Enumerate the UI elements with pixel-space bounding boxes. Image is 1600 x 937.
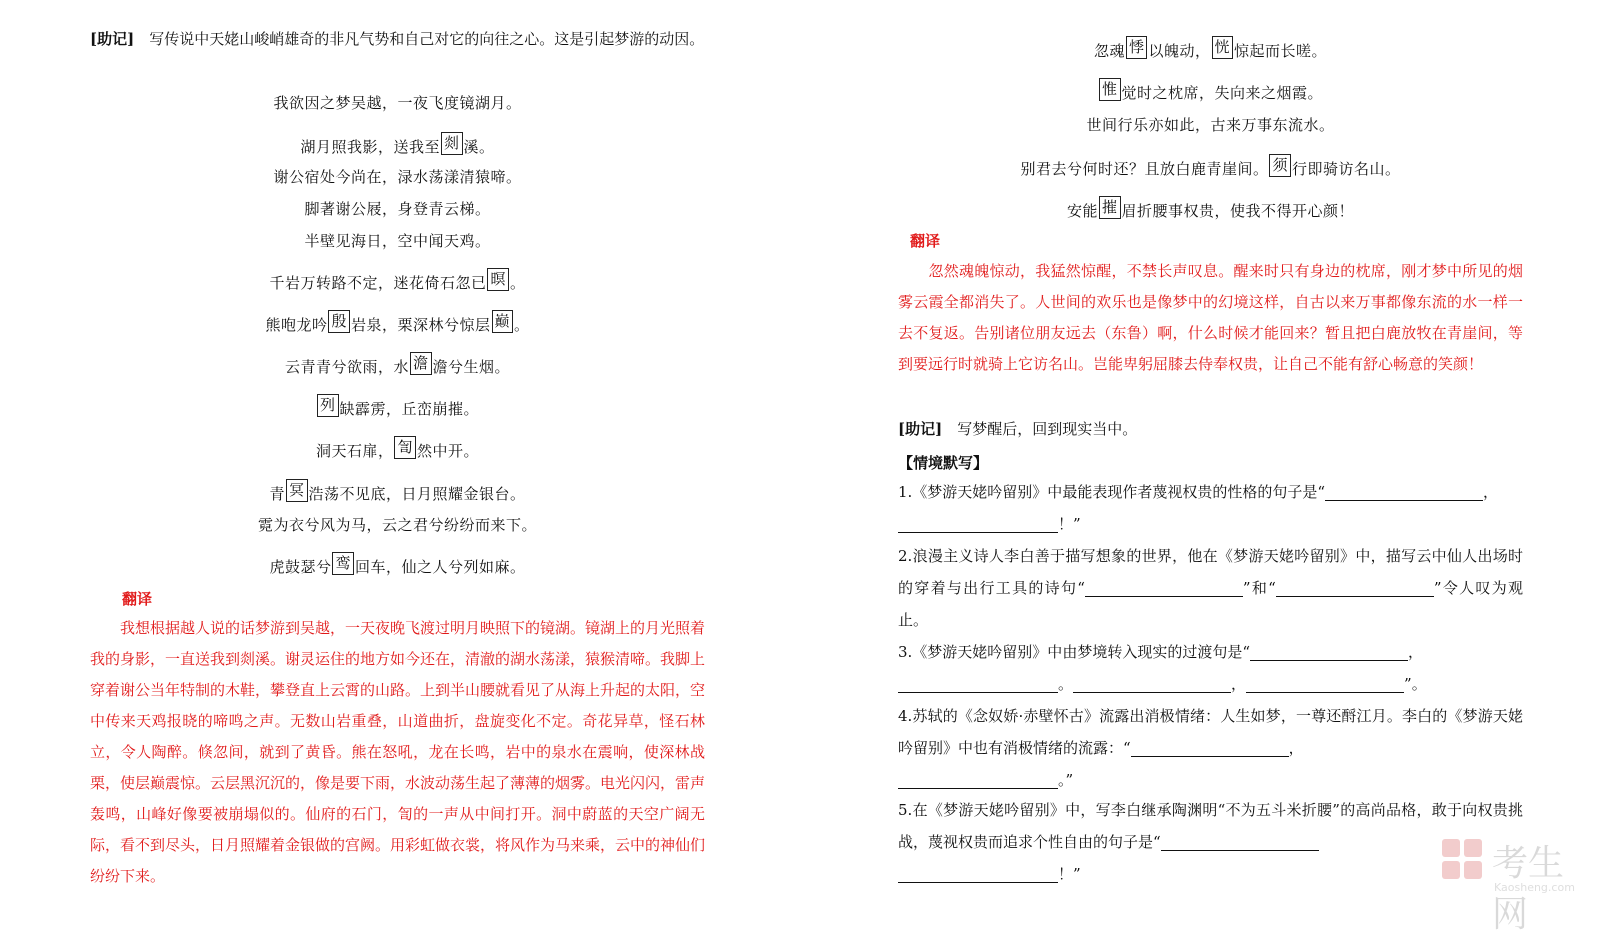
boxed-char: 恍 [1212, 36, 1234, 59]
poem-line: 谢公宿处今尚在，渌水荡漾清猿啼。 [273, 168, 522, 186]
watermark-url: Kaosheng.com [1494, 881, 1575, 894]
question-4: 4.苏轼的《念奴娇·赤壁怀古》流露出消极情绪：人生如梦，一尊还酹江月。李白的《梦游天姥吟留别》中也有消极情绪的流露：“ ， 。” [898, 707, 1523, 789]
answer-blank[interactable] [1161, 832, 1319, 851]
site-watermark [1442, 835, 1592, 935]
boxed-char: 列 [317, 394, 339, 417]
poem-line: 霓为衣兮风为马，云之君兮纷纷而来下。 [257, 516, 537, 534]
poem-line: 惟 觉时之枕席，失向来之烟霞。 [898, 78, 1523, 103]
boxed-char: 惟 [1099, 78, 1121, 101]
question-3: 3.《梦游天姥吟留别》中由梦境转入现实的过渡句是“ ， 。 ， ”。 [898, 643, 1427, 693]
boxed-char: 冥 [286, 479, 308, 502]
zhuji-text: 写梦醒后，回到现实当中。 [942, 420, 1138, 438]
boxed-char: 鸾 [332, 552, 354, 575]
zhuji-tag: [助记] [898, 420, 943, 438]
zhuji-text: 写传说中天姥山峻峭雄奇的非凡气势和自己对它的向往之心。这是引起梦游的动因。 [134, 30, 705, 48]
answer-blank[interactable] [898, 770, 1058, 789]
section-heading: 【情境默写】 [898, 454, 989, 472]
poem-line: 虎鼓瑟兮 鸾 回车，仙之人兮列如麻。 [269, 554, 526, 576]
translation-text: 我想根据越人说的话梦游到吴越，一天夜晚飞渡过明月映照下的镜湖。镜湖上的月光照着我的身影，一直送我到剡溪。谢灵运住的地方如今还在，清澈的湖水荡漾，猿猴清啼。我脚上穿着谢公当年特制的木鞋，攀登直上云霄的山路。上到半山腰就看见了从海上升起的太阳，空中传来天鸡报晓的啼鸣之声。无数山岩重叠，山道曲折，盘旋变化不定。奇花异草，怪石林立，令人陶醉。倏忽间，就到了黄昏。熊在怒吼，龙在长鸣，岩中的泉水在震响，使深林战栗，使层巅震惊。云层黑沉沉的，像是要下雨，水波动荡生起了薄薄的烟雾。电光闪闪，雷声轰鸣，山峰好像要被崩塌似的。仙府的石门，訇的一声从中间打开。洞中蔚蓝的天空广阔无际，看不到尽头，日月照耀着金银做的宫阙。用彩虹做衣裳，将风作为马来乘，云中的神仙们纷纷下来。 [90, 619, 706, 885]
poem-line: 云青青兮欲雨，水 澹 澹兮生烟。 [284, 354, 511, 376]
answer-blank[interactable] [1073, 674, 1231, 693]
poem-line: 湖月照我影，送我至 剡 溪。 [300, 134, 495, 156]
boxed-char: 摧 [1099, 196, 1121, 219]
boxed-char: 訇 [394, 436, 416, 459]
answer-blank[interactable] [1131, 738, 1289, 757]
answer-blank[interactable] [1276, 578, 1434, 597]
answer-blank[interactable] [898, 674, 1058, 693]
poem-line: 忽魂 悸 以魄动， 恍 惊起而长嗟。 [1093, 38, 1328, 60]
poem-line: 列 缺霹雳，丘峦崩摧。 [90, 394, 705, 419]
answer-blank[interactable] [898, 864, 1058, 883]
zhuji-tag: [助记] [90, 30, 135, 48]
boxed-char: 澹 [410, 352, 432, 375]
poem-line: 青 冥 浩荡不见底，日月照耀金银台。 [269, 481, 526, 503]
poem-line: 脚著谢公屐，身登青云梯。 [304, 200, 491, 218]
poem-line: 我欲因之梦吴越，一夜飞度镜湖月。 [273, 94, 522, 112]
poem-line: 半壁见海日，空中闻天鸡。 [304, 232, 491, 250]
question-5: 5.在《梦游天姥吟留别》中，写李白继承陶渊明“不为五斗米折腰”的高尚品格，敢于向权贵挑战，蔑视权贵而追求个性自由的句子是“ ！” [898, 801, 1523, 883]
boxed-char: 须 [1269, 154, 1291, 177]
poem-line: 世间行乐亦如此，古来万事东流水。 [1086, 116, 1335, 134]
answer-blank[interactable] [1325, 482, 1483, 501]
answer-blank[interactable] [898, 514, 1058, 533]
boxed-char: 悸 [1126, 36, 1148, 59]
translation-heading: 翻译 [122, 590, 153, 608]
translation-heading: 翻译 [910, 232, 941, 250]
watermark-text: 考生网 [1492, 843, 1565, 935]
question-1: 1.《梦游天姥吟留别》中最能表现作者蔑视权贵的性格的句子是“ ， ！” [898, 483, 1498, 533]
answer-blank[interactable] [1246, 674, 1404, 693]
zhuji-note-2 [898, 414, 1523, 445]
zhuji-note-1 [90, 24, 705, 55]
answer-blank[interactable] [1250, 642, 1408, 661]
answer-blank[interactable] [1085, 578, 1243, 597]
right-page [898, 0, 1523, 911]
poem-line: 安能 摧 眉折腰事权贵，使我不得开心颜！ [1066, 198, 1355, 220]
logo-icon [1442, 839, 1486, 883]
poem-line: 洞天石扉， 訇 然中开。 [315, 438, 480, 460]
boxed-char: 暝 [487, 268, 509, 291]
boxed-char: 巅 [492, 310, 514, 333]
poem-line: 别君去兮何时还？且放白鹿青崖间。 须 行即骑访名山。 [1020, 156, 1401, 178]
translation-text: 忽然魂魄惊动，我猛然惊醒，不禁长声叹息。醒来时只有身边的枕席，刚才梦中所见的烟雾云霞全都消失了。人世间的欢乐也是像梦中的幻境这样，自古以来万事都像东流的水一样一去不复返。告别诸位朋友远去（东鲁）啊，什么时候才能回来？暂且把白鹿放牧在青崖间，等到要远行时就骑上它访名山。岂能卑躬屈膝去侍奉权贵，让自己不能有舒心畅意的笑颜！ [898, 262, 1523, 373]
boxed-char: 殷 [328, 310, 350, 333]
poem-line: 千岩万转路不定，迷花倚石忽已 暝 。 [269, 270, 526, 292]
poem-line: 熊咆龙吟 殷 岩泉，栗深林兮惊层 巅 。 [265, 312, 530, 334]
question-2: 2.浪漫主义诗人李白善于描写想象的世界，他在《梦游天姥吟留别》中，描写云中仙人出场时的穿着与出行工具的诗句“ ”和“ ”令人叹为观止。 [898, 547, 1524, 629]
boxed-char: 剡 [441, 132, 463, 155]
left-page [90, 0, 705, 911]
